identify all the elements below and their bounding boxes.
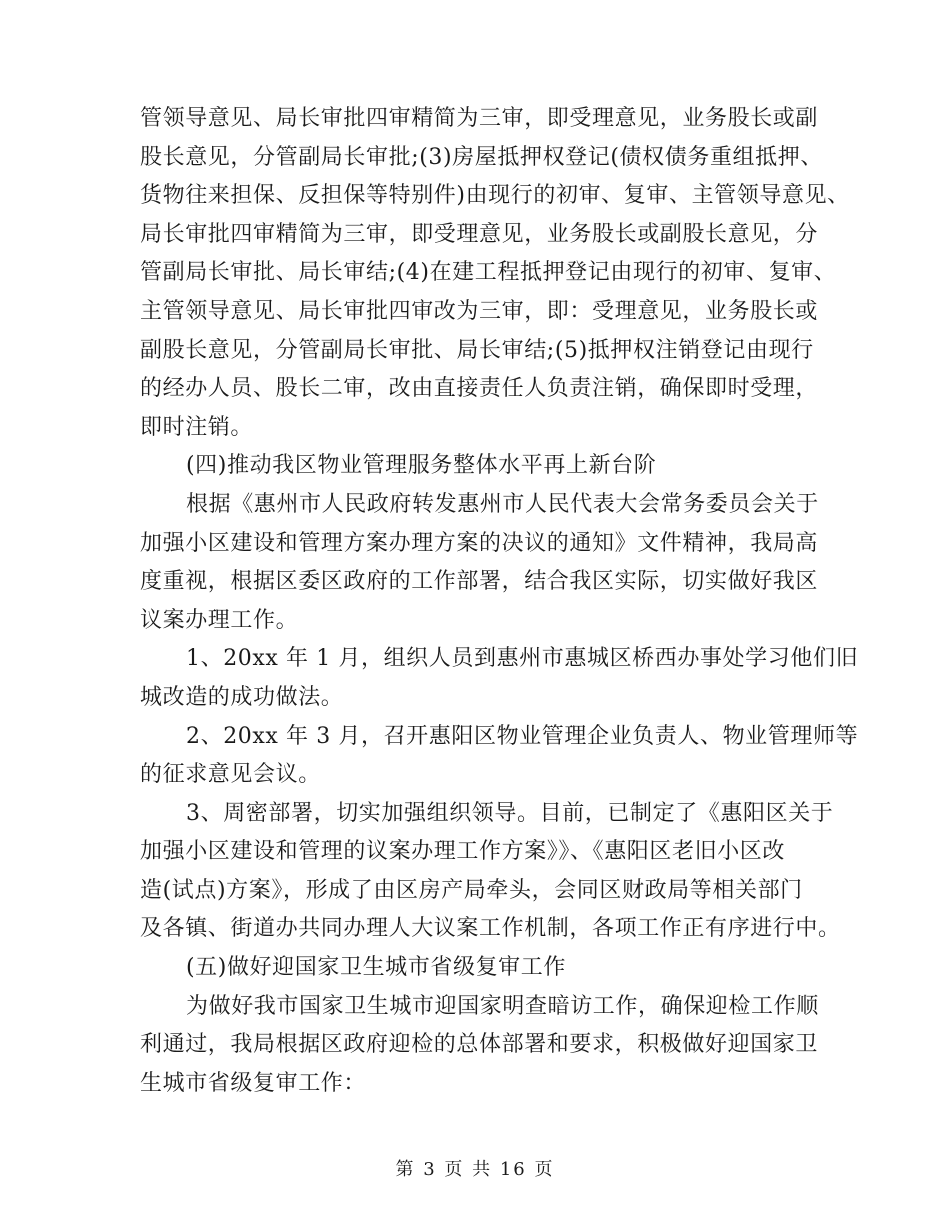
text-line: 及各镇、街道办共同办理人大议案工作机制，各项工作正有序进行中。 (140, 916, 841, 942)
text-line: 加强小区建设和管理的议案办理工作方案》》、《惠阳区老旧小区改 (140, 839, 786, 865)
text-line: 主管领导意见、局长审批四审改为三审，即：受理意见，业务股长或 (140, 298, 819, 324)
text-line: (五)做好迎国家卫生城市省级复审工作 (186, 955, 566, 981)
text-line: 的征求意见会议。 (140, 762, 321, 788)
text-line: 为做好我市国家卫生城市迎国家明查暗访工作，确保迎检工作顺 (186, 993, 819, 1019)
text-line: 根据《惠州市人民政府转发惠州市人民代表大会常务委员会关于 (186, 491, 819, 517)
text-line: 加强小区建设和管理方案办理方案的决议的通知》文件精神，我局高 (140, 530, 819, 556)
text-line: 2、20xx 年 3 月，召开惠阳区物业管理企业负责人、物业管理师等 (186, 723, 859, 749)
text-line: 3、周密部署，切实加强组织领导。目前，已制定了《惠阳区关于 (186, 800, 834, 826)
text-line: 度重视，根据区委区政府的工作部署，结合我区实际，切实做好我区 (140, 569, 819, 595)
page-number-footer: 第 3 页 共 16 页 (395, 1159, 555, 1180)
text-line: 管副局长审批、局长审结;(4)在建工程抵押登记由现行的初审、复审、 (140, 260, 837, 286)
text-line: 造(试点)方案》，形成了由区房产局牵头，会同区财政局等相关部门 (140, 877, 803, 903)
text-line: 1、20xx 年 1 月，组织人员到惠州市惠城区桥西办事处学习他们旧 (186, 646, 859, 672)
text-line: 货物往来担保、反担保等特别件)由现行的初审、复审、主管领导意见、 (140, 183, 850, 209)
text-line: 局长审批四审精简为三审，即受理意见，业务股长或副股长意见，分 (140, 221, 819, 247)
text-line: 生城市省级复审工作： (140, 1070, 367, 1096)
text-line: 议案办理工作。 (140, 607, 299, 633)
text-line: 管领导意见、局长审批四审精简为三审，即受理意见，业务股长或副 (140, 106, 819, 131)
text-line: 城改造的成功做法。 (140, 684, 344, 710)
text-line: 利通过，我局根据区政府迎检的总体部署和要求，积极做好迎国家卫 (140, 1032, 819, 1058)
text-line: (四)推动我区物业管理服务整体水平再上新台阶 (186, 453, 657, 479)
text-line: 的经办人员、股长二审，改由直接责任人负责注销，确保即时受理， (140, 376, 819, 402)
document-body (140, 100, 859, 1103)
text-line: 副股长意见，分管副局长审批、局长审结;(5)抵押权注销登记由现行 (140, 337, 814, 363)
text-line: 即时注销。 (140, 414, 254, 440)
text-line: 股长意见，分管副局长审批;(3)房屋抵押权登记(债权债务重组抵押、 (140, 144, 823, 170)
